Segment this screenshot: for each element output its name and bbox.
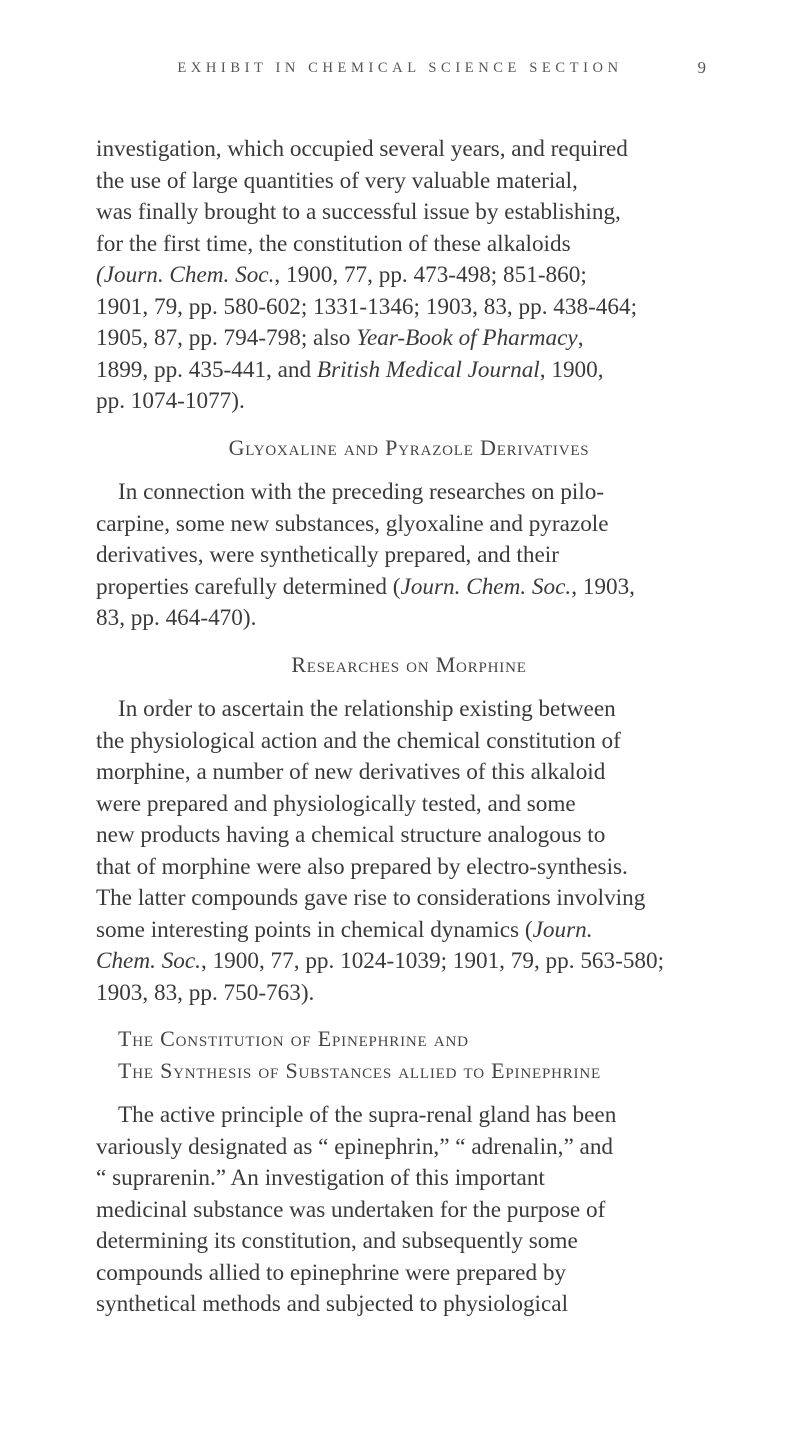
paragraph-epinephrine (96, 1100, 722, 1321)
text-line: In order to ascertain the relationship existing between (118, 696, 616, 722)
text-line: 1903, 83, pp. 750-763). (96, 979, 315, 1006)
text-column (96, 134, 722, 1321)
section-heading-morphine (96, 649, 722, 681)
citation-detail: properties carefully determined ( (96, 573, 401, 600)
punctuation: , (577, 325, 584, 351)
text-line (96, 260, 722, 292)
page-number: 9 (697, 58, 706, 77)
running-title: EXHIBIT IN CHEMICAL SCIENCE SECTION (177, 60, 623, 76)
paragraph-morphine (96, 694, 722, 1009)
text-line: medicinal substance was undertaken for the purpose of (96, 1196, 606, 1223)
citation-detail: , 1900, (539, 356, 604, 383)
text-line: pp. 1074-1077). (96, 388, 245, 414)
text-line: determining its constitution, and subsequently some (96, 1228, 578, 1254)
text-line: was finally brought to a successful issue by establishing, (96, 199, 621, 225)
text-line: derivatives, were synthetically prepared, and their (96, 542, 559, 568)
text-line (96, 323, 722, 355)
heading-text-line-1: The Constitution of Epinephrine and (118, 1026, 469, 1051)
citation-detail: , 1900, 77, pp. 473-498; 851-860; (274, 262, 587, 288)
text-line: synthetical methods and subjected to physiological (96, 1291, 569, 1317)
text-line: In connection with the preceding researches on pilo- (118, 479, 605, 505)
text-line (96, 946, 722, 978)
text-line: that of morphine were also prepared by electro-synthesis. (96, 853, 628, 880)
section-heading-epinephrine (96, 1023, 722, 1086)
text-line: 1901, 79, pp. 580-602; 1331-1346; 1903, 83, pp. 438-464; (96, 293, 638, 320)
text-line: 83, pp. 464-470). (96, 605, 257, 631)
citation-detail: , 1903, (571, 573, 635, 600)
text-line: compounds allied to epinephrine were prepared by (96, 1259, 567, 1286)
text-line: the physiological action and the chemical constitution of (96, 727, 621, 754)
text-line: the use of large quantities of very valuable material, (96, 167, 578, 194)
citation-detail: 1899, pp. 435-441, and (96, 356, 317, 383)
citation-journal: Year-Book of Pharmacy (356, 325, 578, 351)
citation-journal: British Medical Journal (316, 356, 540, 383)
text-line: The latter compounds gave rise to considerations involving (96, 885, 646, 911)
text-line (96, 572, 722, 604)
citation-journal: Journ. Chem. Soc. (400, 573, 572, 600)
text-line: for the first time, the constitution of these alkaloids (96, 230, 571, 257)
text-line (96, 915, 722, 947)
text-line: variously designated as “ epinephrin,” “ adrenalin,” and (96, 1133, 614, 1160)
text-line (96, 355, 722, 387)
text-line: morphine, a number of new derivatives of this alkaloid (96, 759, 606, 785)
section-heading-glyoxaline (96, 432, 722, 464)
citation-journal: (Journ. Chem. Soc. (96, 262, 275, 288)
paragraph-glyoxaline (96, 477, 722, 635)
text-line: The active principle of the supra-renal gland has been (118, 1102, 617, 1128)
citation-detail: , 1900, 77, pp. 1024-1039; 1901, 79, pp. 563-580; (200, 948, 665, 974)
running-header (0, 60, 800, 90)
text-line: new products having a chemical structure analogous to (96, 822, 606, 848)
text-line: investigation, which occupied several years, and required (96, 136, 628, 162)
text-line: carpine, some new substances, glyoxaline and pyrazole (96, 510, 609, 537)
heading-text-line-2: The Synthesis of Substances allied to Epinephrine (118, 1057, 601, 1083)
text-line: “ suprarenin.” An investigation of this important (96, 1165, 545, 1191)
text-segment: some interesting points in chemical dynamics ( (96, 916, 533, 943)
citation-detail: 1905, 87, pp. 794-798; also (96, 325, 357, 351)
heading-text: Researches on Morphine (291, 651, 527, 677)
heading-text: Glyoxaline and Pyrazole Derivatives (228, 434, 590, 460)
citation-journal: Journ. (532, 916, 593, 943)
text-line: were prepared and physiologically tested, and some (96, 790, 576, 817)
paragraph-pilocarpine-continuation (96, 134, 722, 418)
citation-journal: Chem. Soc. (96, 948, 201, 974)
